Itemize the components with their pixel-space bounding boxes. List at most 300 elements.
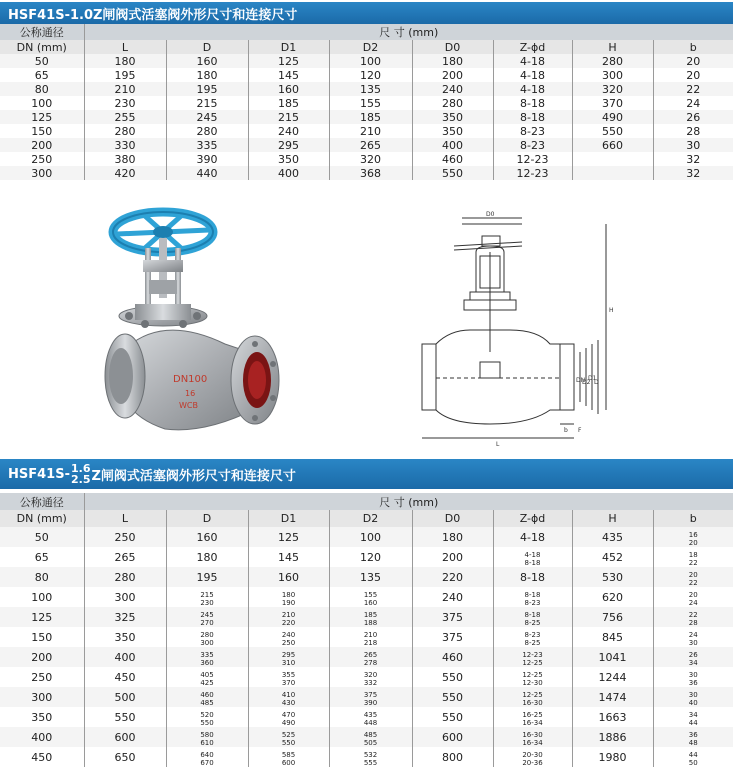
- table-cell: 320: [572, 82, 653, 96]
- table-cell: 280: [166, 124, 248, 138]
- table-cell: 210: [84, 82, 166, 96]
- column-header-8: b: [653, 510, 733, 527]
- table-cell: 600: [84, 727, 166, 747]
- table-cell: 1663: [572, 707, 653, 727]
- table-cell: [572, 152, 653, 166]
- table-cell: 160: [248, 567, 329, 587]
- table-cell: 245: [166, 110, 248, 124]
- table-cell: 550: [412, 707, 493, 727]
- table2-title-prefix: HSF41S-: [8, 466, 70, 482]
- table-cell: 435: [572, 527, 653, 547]
- stacked-value: 16-25: [522, 711, 543, 719]
- table-cell: 195: [166, 567, 248, 587]
- stacked-values: [200, 691, 213, 707]
- table-cell: 8-18: [493, 96, 572, 110]
- table-cell: 650: [84, 747, 166, 767]
- table-cell: 240: [412, 82, 493, 96]
- table-cell: [653, 567, 733, 587]
- table-cell: 28: [653, 124, 733, 138]
- stacked-values: [364, 651, 377, 667]
- table-cell: 300: [84, 587, 166, 607]
- stacked-value: 250: [281, 639, 296, 647]
- table-cell: 80: [0, 82, 84, 96]
- stacked-values: [282, 751, 295, 767]
- table-cell: [166, 647, 248, 667]
- stacked-value: 550: [200, 719, 214, 727]
- table-cell: [653, 687, 733, 707]
- stacked-value: 220: [281, 619, 296, 627]
- stacked-value: 20: [688, 571, 698, 579]
- table-cell: 450: [84, 667, 166, 687]
- table-row: [0, 82, 733, 96]
- stacked-value: 360: [200, 659, 214, 667]
- table-cell: 8-23: [493, 124, 572, 138]
- column-header-3: D1: [248, 510, 329, 527]
- table-cell: 180: [412, 527, 493, 547]
- stacked-value: 30: [688, 691, 698, 699]
- table-row: [0, 627, 733, 647]
- table-cell: 200: [0, 647, 84, 667]
- table-cell: 195: [166, 82, 248, 96]
- table-cell: 185: [248, 96, 329, 110]
- stacked-values: [689, 651, 698, 667]
- table-cell: 180: [166, 68, 248, 82]
- table-cell: 4-18: [493, 527, 572, 547]
- stacked-value: 8-18: [524, 559, 541, 567]
- stacked-value: 585: [281, 751, 296, 759]
- table-cell: [329, 727, 412, 747]
- stacked-value: 12-25: [522, 659, 543, 667]
- table-cell: [493, 707, 572, 727]
- stacked-value: 20: [688, 591, 698, 599]
- table-cell: 80: [0, 567, 84, 587]
- stacked-value: 370: [281, 679, 296, 687]
- table-cell: [653, 607, 733, 627]
- table-cell: 125: [0, 607, 84, 627]
- table-row: [0, 152, 733, 166]
- stacked-value: 8-25: [524, 619, 541, 627]
- table-cell: 550: [572, 124, 653, 138]
- table-cell: [329, 587, 412, 607]
- column-header-5: D0: [412, 510, 493, 527]
- stacked-value: 12-25: [522, 691, 543, 699]
- stacked-value: 36: [688, 679, 698, 687]
- table-cell: [248, 587, 329, 607]
- stacked-value: 430: [281, 699, 296, 707]
- stacked-value: 185: [363, 611, 378, 619]
- table-cell: 160: [166, 54, 248, 68]
- table-cell: 50: [0, 54, 84, 68]
- stacked-value: 28: [688, 619, 698, 627]
- stacked-values: [200, 591, 213, 607]
- stacked-values: [525, 591, 541, 607]
- dim-label-d0: D0: [486, 211, 495, 218]
- table-cell: [653, 587, 733, 607]
- table-cell: 220: [412, 567, 493, 587]
- table-cell: [248, 707, 329, 727]
- header-nominal-diameter: 公称通径: [0, 493, 84, 510]
- stacked-value: 375: [363, 691, 378, 699]
- table-cell: 400: [0, 727, 84, 747]
- dim-label-d1: D1: [588, 375, 597, 382]
- stacked-value: 525: [281, 731, 296, 739]
- stacked-value: 50: [688, 759, 698, 767]
- stacked-value: 16-30: [522, 731, 543, 739]
- stacked-value: 12-23: [522, 651, 543, 659]
- stacked-value: 30: [688, 671, 698, 679]
- column-header-8: b: [653, 40, 733, 54]
- dim-label-h: H: [609, 307, 614, 314]
- table-cell: 330: [84, 138, 166, 152]
- stacked-value: 485: [200, 699, 214, 707]
- table-cell: [329, 667, 412, 687]
- table-cell: [653, 727, 733, 747]
- valve-photo: [105, 204, 295, 454]
- stacked-value: 30: [688, 639, 698, 647]
- table-cell: 8-23: [493, 138, 572, 152]
- table-cell: 4-18: [493, 82, 572, 96]
- stacked-values: [689, 711, 698, 727]
- table-cell: 756: [572, 607, 653, 627]
- stacked-values: [689, 691, 698, 707]
- table-cell: 215: [248, 110, 329, 124]
- stacked-value: 8-23: [524, 599, 541, 607]
- header-row-columns: [0, 40, 733, 54]
- stacked-values: [282, 671, 295, 687]
- table-cell: [329, 747, 412, 767]
- stacked-value: 22: [688, 579, 698, 587]
- column-header-4: D2: [329, 510, 412, 527]
- column-header-2: D: [166, 510, 248, 527]
- table-cell: [493, 547, 572, 567]
- stacked-value: 410: [281, 691, 296, 699]
- stacked-value: 4-18: [524, 551, 541, 559]
- stacked-values: [689, 631, 698, 647]
- table-row: [0, 707, 733, 727]
- stacked-value: 8-18: [524, 591, 541, 599]
- header-dimensions: 尺 寸 (mm): [84, 493, 733, 510]
- table-cell: 160: [248, 82, 329, 96]
- table-cell: [653, 707, 733, 727]
- stacked-value: 295: [281, 651, 296, 659]
- stacked-value: 16-34: [522, 739, 543, 747]
- stacked-value: 8-18: [524, 611, 541, 619]
- table-cell: 100: [0, 96, 84, 110]
- table-cell: 620: [572, 587, 653, 607]
- table-row: [0, 138, 733, 152]
- table-cell: 320: [329, 152, 412, 166]
- table-cell: 12-23: [493, 166, 572, 180]
- table-row: [0, 124, 733, 138]
- stacked-value: 8-23: [524, 631, 541, 639]
- table-cell: 32: [653, 166, 733, 180]
- table-cell: [653, 547, 733, 567]
- casting-text-material: WCB: [179, 401, 198, 410]
- table-cell: 125: [248, 54, 329, 68]
- table-cell: [166, 627, 248, 647]
- stacked-value: 20-30: [522, 751, 543, 759]
- table-cell: [166, 607, 248, 627]
- stacked-values: [364, 751, 377, 767]
- table-row: [0, 547, 733, 567]
- table-row: [0, 68, 733, 82]
- table-cell: 325: [84, 607, 166, 627]
- table-cell: 420: [84, 166, 166, 180]
- table1-title: HSF41S-1.0Z闸阀式活塞阀外形尺寸和连接尺寸: [0, 2, 733, 24]
- stacked-value: 44: [688, 751, 698, 759]
- table-cell: 335: [166, 138, 248, 152]
- column-header-2: D: [166, 40, 248, 54]
- dim-label-l: L: [496, 441, 500, 448]
- table-cell: 180: [412, 54, 493, 68]
- table-cell: [493, 667, 572, 687]
- table-cell: 26: [653, 110, 733, 124]
- table-cell: 350: [412, 124, 493, 138]
- valve-drawing: [410, 212, 620, 452]
- stacked-values: [525, 551, 541, 567]
- table-cell: 450: [0, 747, 84, 767]
- column-header-7: H: [572, 510, 653, 527]
- table-cell: 550: [412, 166, 493, 180]
- table-cell: 1886: [572, 727, 653, 747]
- table-cell: 400: [84, 647, 166, 667]
- table2-title-frac-top: 1.6: [70, 462, 91, 475]
- table-cell: 250: [0, 667, 84, 687]
- table-cell: 24: [653, 96, 733, 110]
- column-header-6: Z-ϕd: [493, 510, 572, 527]
- table-cell: [653, 667, 733, 687]
- stacked-value: 20-36: [522, 759, 543, 767]
- table-cell: 160: [166, 527, 248, 547]
- table-cell: 155: [329, 96, 412, 110]
- table-row: [0, 110, 733, 124]
- stacked-values: [364, 691, 377, 707]
- stacked-value: 12-30: [522, 679, 543, 687]
- table-row: [0, 727, 733, 747]
- stacked-value: 8-25: [524, 639, 541, 647]
- table-cell: 350: [248, 152, 329, 166]
- table-cell: 350: [412, 110, 493, 124]
- stacked-value: 36: [688, 731, 698, 739]
- stacked-values: [689, 611, 698, 627]
- table-cell: 400: [248, 166, 329, 180]
- stacked-value: 218: [363, 639, 378, 647]
- table2-title-frac-bottom: 2.5: [70, 473, 91, 486]
- stacked-value: 34: [688, 659, 698, 667]
- stacked-values: [282, 651, 295, 667]
- stacked-values: [689, 591, 698, 607]
- table-cell: 265: [329, 138, 412, 152]
- stacked-value: 230: [200, 599, 214, 607]
- table2-title: [0, 459, 733, 489]
- table-cell: 8-18: [493, 110, 572, 124]
- stacked-value: 48: [688, 739, 698, 747]
- table-cell: 400: [412, 138, 493, 152]
- stacked-values: [282, 611, 295, 627]
- header-dimensions: 尺 寸 (mm): [84, 24, 733, 40]
- table-cell: 375: [412, 627, 493, 647]
- table-cell: 1980: [572, 747, 653, 767]
- stacked-values: [522, 651, 542, 667]
- table-cell: [653, 627, 733, 647]
- table-cell: 150: [0, 124, 84, 138]
- stacked-values: [364, 591, 377, 607]
- stacked-value: 40: [688, 699, 698, 707]
- table-cell: 180: [84, 54, 166, 68]
- stacked-value: 505: [363, 739, 378, 747]
- table-cell: 195: [84, 68, 166, 82]
- table-cell: [248, 727, 329, 747]
- stacked-values: [689, 731, 698, 747]
- stacked-value: 245: [200, 611, 214, 619]
- table-cell: 100: [329, 54, 412, 68]
- table-cell: 500: [84, 687, 166, 707]
- table-cell: [329, 607, 412, 627]
- stacked-value: 188: [363, 619, 378, 627]
- stacked-value: 265: [363, 651, 378, 659]
- stacked-values: [525, 631, 541, 647]
- table-cell: 660: [572, 138, 653, 152]
- table-cell: 1244: [572, 667, 653, 687]
- table-cell: 200: [412, 68, 493, 82]
- table-cell: 295: [248, 138, 329, 152]
- stacked-values: [200, 711, 213, 727]
- column-header-4: D2: [329, 40, 412, 54]
- table-row: [0, 567, 733, 587]
- stacked-value: 390: [363, 699, 378, 707]
- table-cell: [166, 667, 248, 687]
- stacked-value: 12-25: [522, 671, 543, 679]
- stacked-value: 280: [200, 631, 214, 639]
- stacked-values: [200, 611, 213, 627]
- stacked-value: 215: [200, 591, 214, 599]
- table-cell: 280: [84, 567, 166, 587]
- table2-title-suffix: Z闸阀式活塞阀外形尺寸和连接尺寸: [91, 468, 296, 484]
- stacked-values: [200, 731, 213, 747]
- stacked-value: 555: [363, 759, 378, 767]
- table-cell: 20: [653, 68, 733, 82]
- stacked-value: 320: [363, 671, 378, 679]
- stacked-value: 448: [363, 719, 378, 727]
- column-header-6: Z-ϕd: [493, 40, 572, 54]
- table-cell: [329, 707, 412, 727]
- table-row: [0, 607, 733, 627]
- stacked-value: 16: [688, 531, 698, 539]
- stacked-value: 26: [688, 651, 698, 659]
- table-cell: 250: [84, 527, 166, 547]
- stacked-value: 22: [688, 559, 698, 567]
- table-cell: [248, 647, 329, 667]
- stacked-value: 640: [200, 751, 214, 759]
- table-cell: 185: [329, 110, 412, 124]
- table-cell: [653, 527, 733, 547]
- stacked-values: [364, 631, 377, 647]
- column-header-3: D1: [248, 40, 329, 54]
- stacked-values: [522, 731, 542, 747]
- stacked-value: 210: [363, 631, 378, 639]
- table-cell: 530: [572, 567, 653, 587]
- table-cell: [493, 647, 572, 667]
- table-cell: 240: [412, 587, 493, 607]
- header-row-columns: [0, 510, 733, 527]
- table-cell: [493, 587, 572, 607]
- table-cell: 845: [572, 627, 653, 647]
- stacked-values: [689, 671, 698, 687]
- table-row: [0, 96, 733, 110]
- stacked-values: [689, 531, 698, 547]
- stacked-values: [525, 611, 541, 627]
- table-cell: [329, 687, 412, 707]
- table-cell: 452: [572, 547, 653, 567]
- stacked-value: 190: [281, 599, 296, 607]
- stacked-values: [282, 711, 295, 727]
- stacked-value: 425: [200, 679, 214, 687]
- stacked-values: [282, 591, 295, 607]
- table-cell: [572, 166, 653, 180]
- table-cell: 600: [412, 727, 493, 747]
- stacked-value: 180: [281, 591, 296, 599]
- table-cell: 120: [329, 68, 412, 82]
- stacked-value: 22: [688, 611, 698, 619]
- column-header-5: D0: [412, 40, 493, 54]
- stacked-values: [689, 571, 698, 587]
- table-cell: 350: [0, 707, 84, 727]
- column-header-1: L: [84, 40, 166, 54]
- table-cell: 65: [0, 547, 84, 567]
- header-nominal-diameter: 公称通径: [0, 24, 84, 40]
- stacked-value: 490: [281, 719, 296, 727]
- stacked-values: [200, 671, 213, 687]
- stacked-value: 335: [200, 651, 214, 659]
- stacked-value: 278: [363, 659, 378, 667]
- table-cell: [493, 687, 572, 707]
- dim-label-b: b: [564, 427, 568, 434]
- table-cell: 375: [412, 607, 493, 627]
- dim-label-dn: DN: [576, 377, 586, 384]
- table-cell: 280: [572, 54, 653, 68]
- stacked-values: [364, 671, 377, 687]
- stacked-values: [364, 711, 377, 727]
- header-row-group: [0, 493, 733, 510]
- table-cell: [493, 627, 572, 647]
- stacked-value: 485: [363, 731, 378, 739]
- table-cell: 255: [84, 110, 166, 124]
- table-cell: 4-18: [493, 54, 572, 68]
- table-cell: 280: [412, 96, 493, 110]
- stacked-value: 332: [363, 679, 378, 687]
- table-cell: 150: [0, 627, 84, 647]
- table-cell: 200: [412, 547, 493, 567]
- table-cell: 230: [84, 96, 166, 110]
- stacked-value: 610: [200, 739, 214, 747]
- stacked-value: 160: [363, 599, 378, 607]
- table-cell: 300: [0, 166, 84, 180]
- table2-title-pressure: [71, 463, 91, 485]
- stacked-value: 155: [363, 591, 378, 599]
- stacked-values: [200, 751, 213, 767]
- stacked-values: [282, 731, 295, 747]
- stacked-values: [522, 751, 542, 767]
- stacked-value: 580: [200, 731, 214, 739]
- stacked-value: 355: [281, 671, 296, 679]
- stacked-value: 20: [688, 539, 698, 547]
- table-row: [0, 527, 733, 547]
- stacked-values: [364, 731, 377, 747]
- stacked-values: [522, 711, 542, 727]
- stacked-values: [522, 671, 542, 687]
- stacked-value: 34: [688, 711, 698, 719]
- table-cell: [166, 587, 248, 607]
